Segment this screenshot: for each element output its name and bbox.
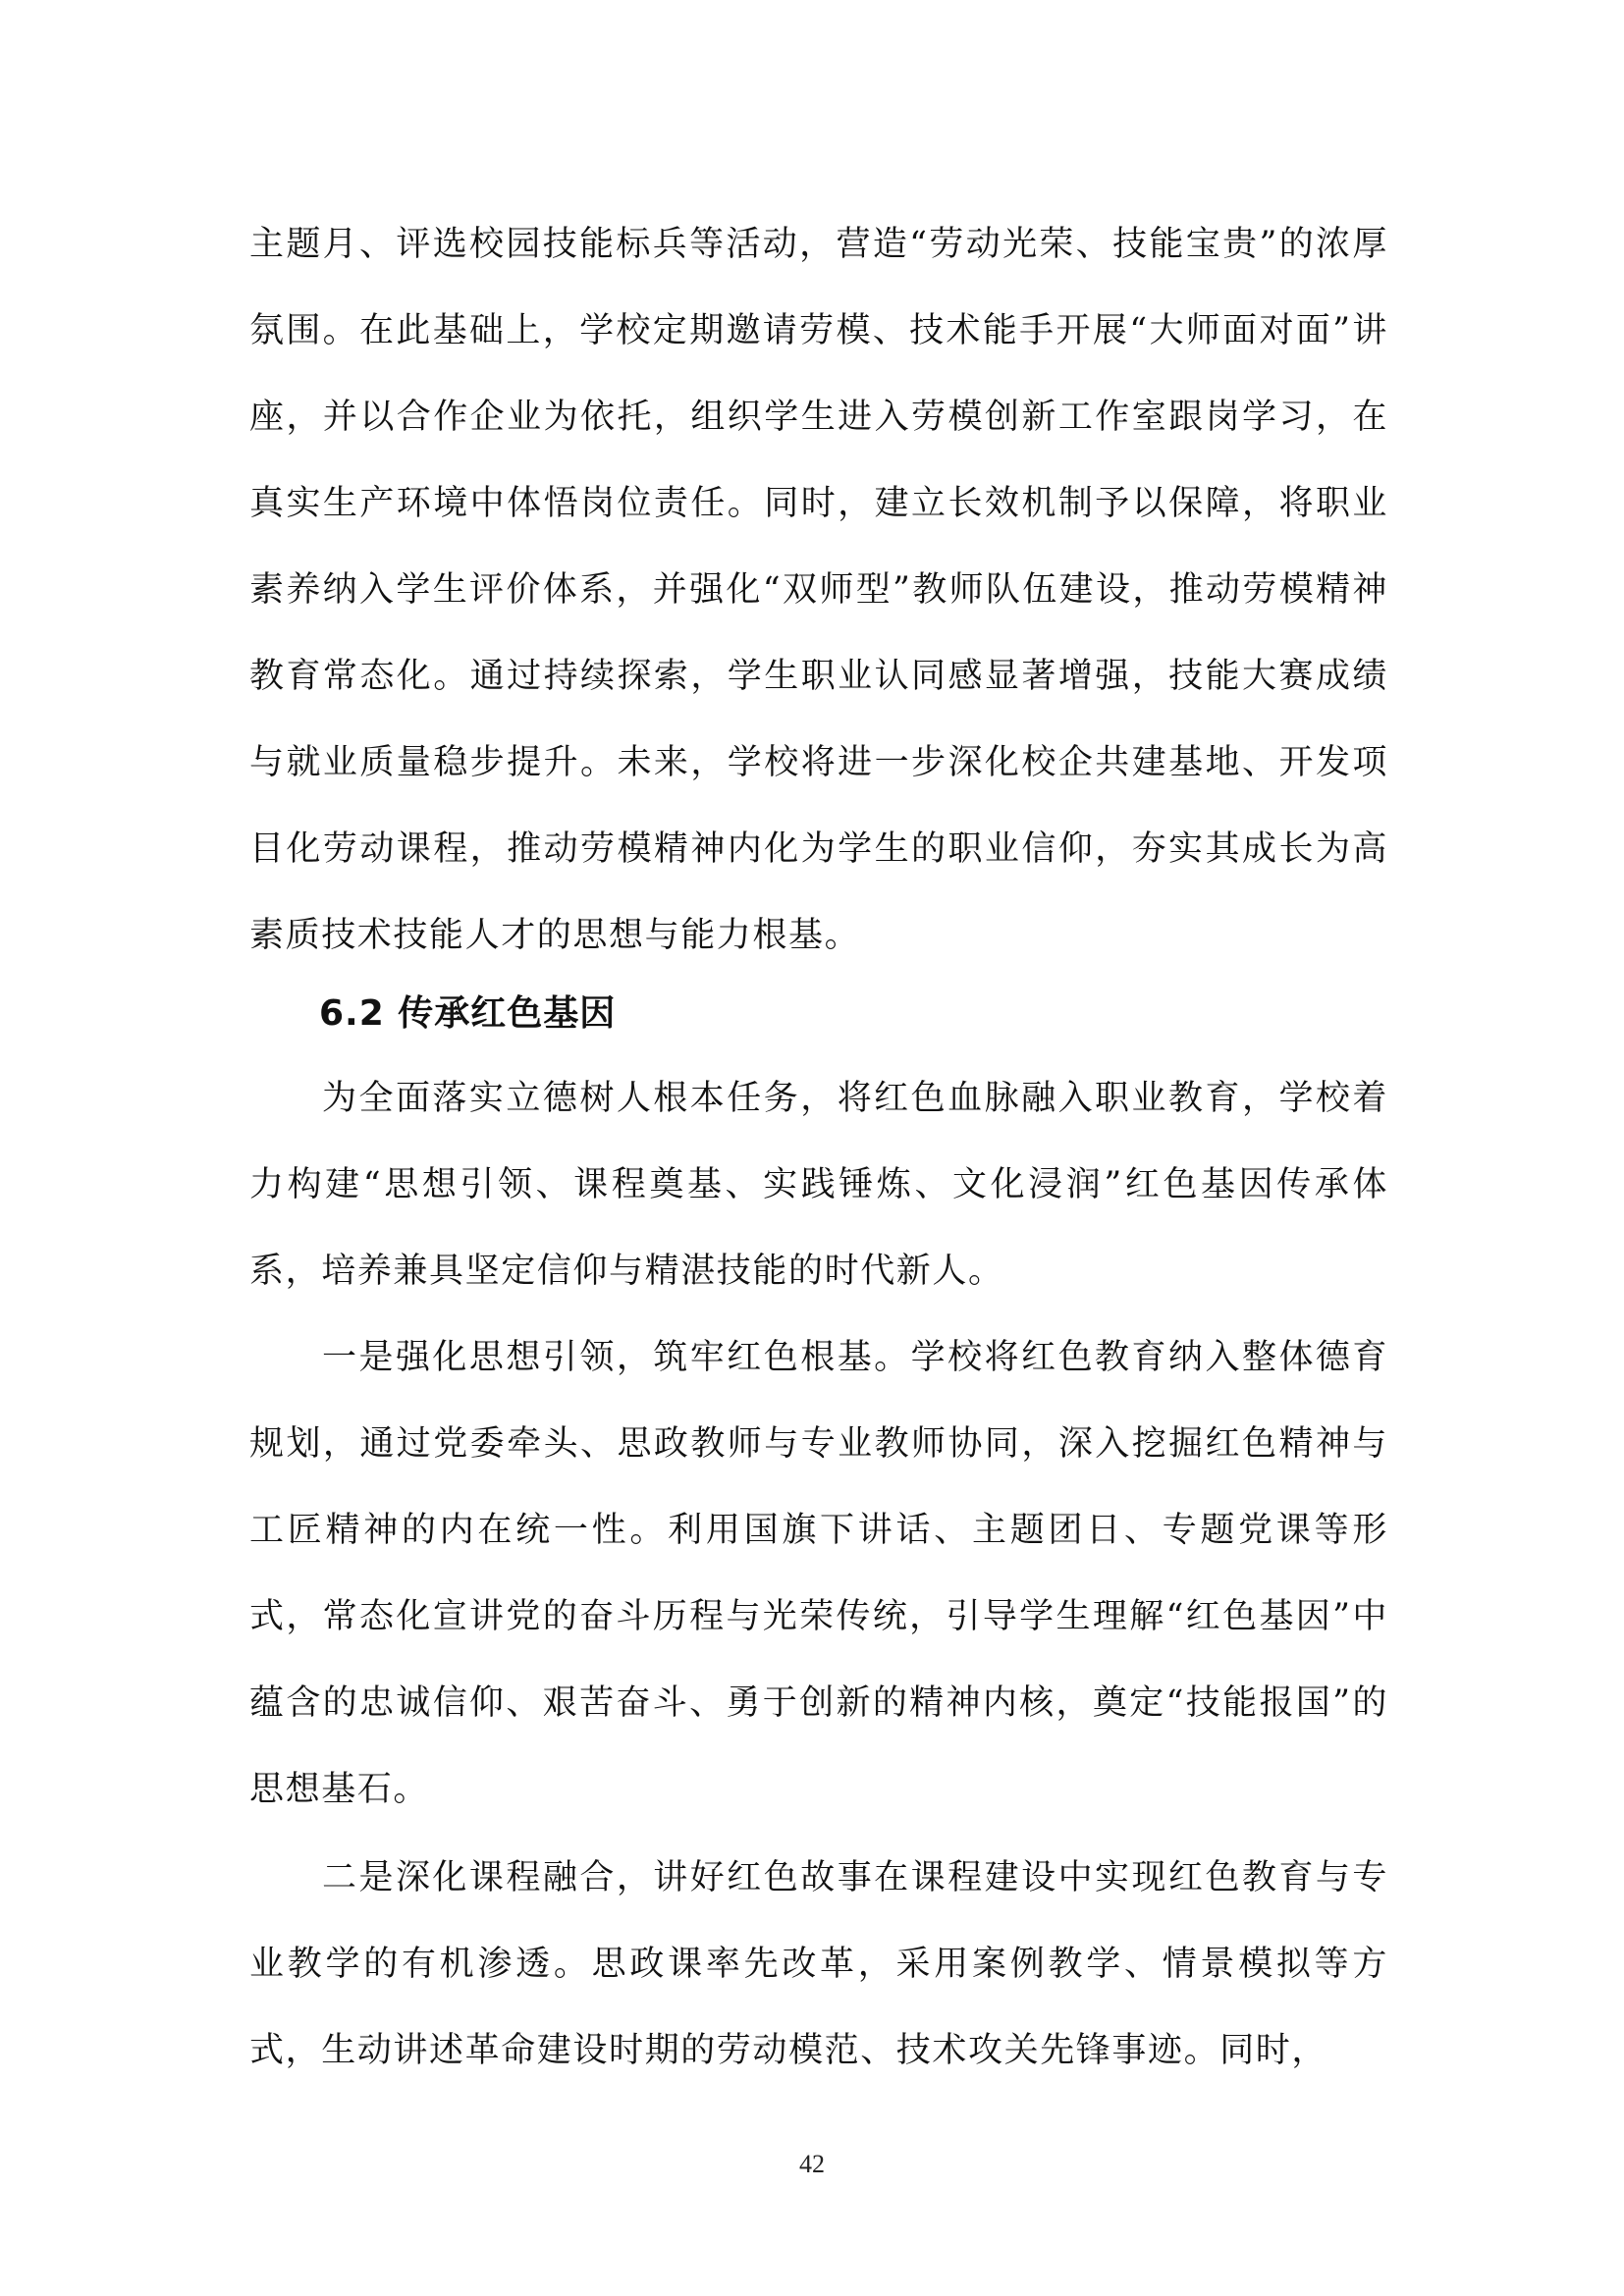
section-heading: 6.2 传承红色基因	[319, 993, 617, 1034]
body-paragraph-point-one: 一是强化思想引领，筑牢红色根基。学校将红色教育纳入整体德育规划，通过党委牵头、思政教师与专业教师协同，深入挖掘红色精神与工匠精神的内在统一性。利用国旗下讲话、主题团日、专题党课等形式，常态化宣讲党的奋斗历程与光荣传统，引导学生理解“红色基因”中蕴含的忠诚信仰、艰苦奋斗、勇于创新的精神内核，奠定“技能报国”的思想基石。	[249, 1338, 1388, 1809]
body-paragraph-point-two: 二是深化课程融合，讲好红色故事在课程建设中实现红色教育与专业教学的有机渗透。思政课率先改革，采用案例教学、情景模拟等方式，生动讲述革命建设时期的劳动模范、技术攻关先锋事迹。同时，	[249, 1858, 1388, 2070]
body-paragraph-intro: 为全面落实立德树人根本任务，将红色血脉融入职业教育，学校着力构建“思想引领、课程奠基、实践锤炼、文化浸润”红色基因传承体系，培养兼具坚定信仰与精湛技能的时代新人。	[249, 1079, 1388, 1291]
page-number: 42	[799, 2150, 825, 2178]
body-paragraph-continued: 主题月、评选校园技能标兵等活动，营造“劳动光荣、技能宝贵”的浓厚氛围。在此基础上，学校定期邀请劳模、技术能手开展“大师面对面”讲座，并以合作企业为依托，组织学生进入劳模创新工作室跟岗学习，在真实生产环境中体悟岗位责任。同时，建立长效机制予以保障，将职业素养纳入学生评价体系，并强化“双师型”教师队伍建设，推动劳模精神教育常态化。通过持续探索，学生职业认同感显著增强，技能大赛成绩与就业质量稳步提升。未来，学校将进一步深化校企共建基地、开发项目化劳动课程，推动劳模精神内化为学生的职业信仰，夯实其成长为高素质技术技能人才的思想与能力根基。	[249, 225, 1388, 955]
